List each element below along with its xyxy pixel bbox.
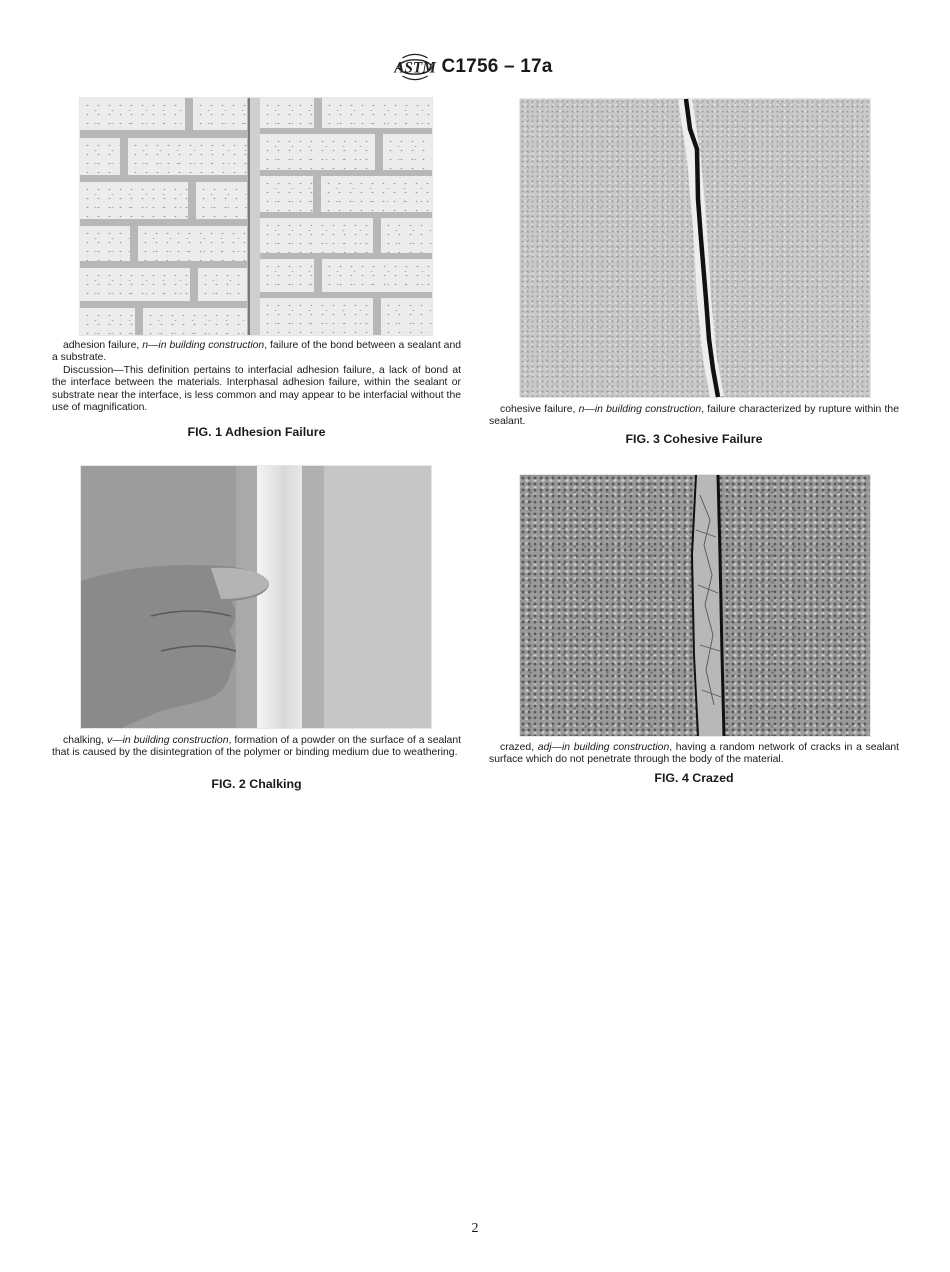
figure-4-image [519, 474, 871, 737]
figure-4-title: FIG. 4 Crazed [654, 771, 734, 785]
figure-2-image [80, 465, 432, 729]
definition-crazed: crazed, adj—in building construction, having a random network of cracks in a sealant surface which do not penetrate through the body of the material. [489, 742, 900, 766]
discussion-adhesion-failure: Discussion—This definition pertains to interfacial adhesion failure, a lack of bond at the interface between the materials. Interphasal adhesion failure, within the sealant or substrate near the interface, is less common and may appear to be interfacial without the use of magnification. [52, 364, 461, 414]
crazed-sealant-icon [520, 475, 870, 736]
svg-text:ASTM: ASTM [394, 59, 437, 77]
definition-cohesive-failure: cohesive failure, n—in building construction, failure characterized by rupture within the sealant. [489, 404, 899, 428]
figure-2-title: FIG. 2 Chalking [211, 777, 302, 791]
hand-icon [81, 466, 431, 728]
figure-3-caption [489, 404, 899, 429]
figure-1-title: FIG. 1 Adhesion Failure [187, 425, 326, 439]
page-header [0, 52, 950, 87]
figure-3-title: FIG. 3 Cohesive Failure [625, 432, 763, 446]
cohesive-crack-icon [520, 99, 870, 397]
figure-1-image [79, 97, 433, 336]
definition-chalking: chalking, v—in building construction, formation of a powder on the surface of a sealant that is caused by the disintegration of the polymer or binding medium due to weathering. [52, 735, 462, 759]
page-number: 2 [471, 1221, 479, 1236]
figure-4-caption [489, 742, 899, 767]
sealant-joint [248, 98, 260, 335]
definition-adhesion-failure: adhesion failure, n—in building construction, failure of the bond between a sealant and a substrate. [52, 340, 461, 364]
figure-2-caption [52, 735, 461, 760]
astm-logo-icon [394, 52, 437, 82]
figure-1-caption [52, 340, 461, 414]
figure-3-image [519, 98, 871, 398]
document-id: C1756 – 17a [441, 56, 553, 77]
